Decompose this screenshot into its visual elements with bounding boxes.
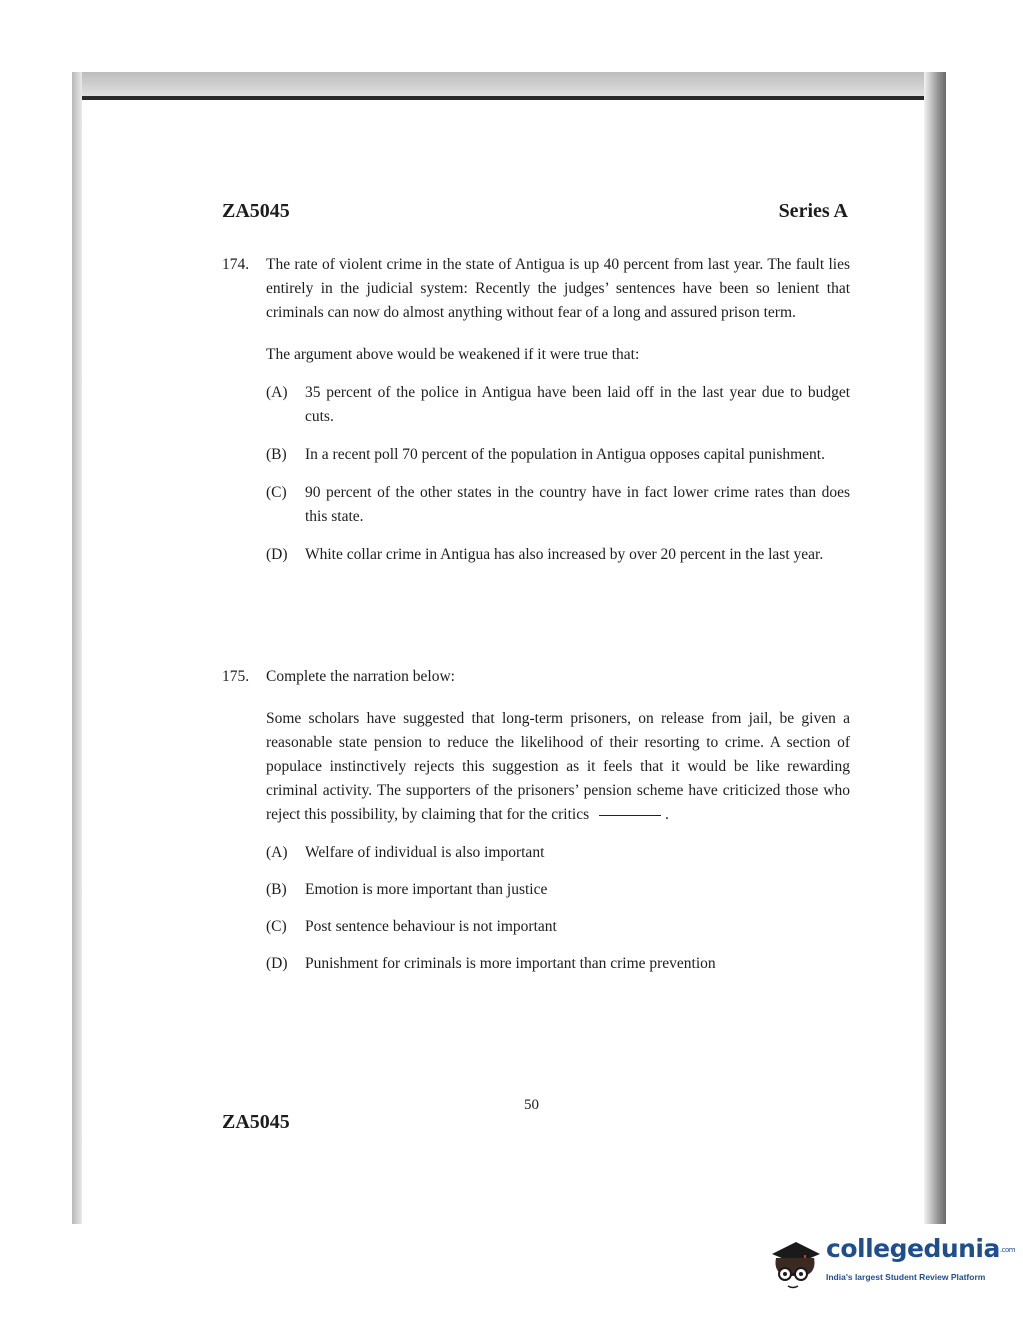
option-letter: (B) bbox=[266, 446, 287, 463]
logo-tagline: India's largest Student Review Platform bbox=[826, 1272, 986, 1282]
question-passage: Complete the narration below: bbox=[266, 668, 455, 685]
scan-edge-left bbox=[72, 72, 82, 1224]
option-text: In a recent poll 70 percent of the population in Antigua opposes capital punishment. bbox=[305, 446, 825, 463]
option-c[interactable] bbox=[266, 915, 850, 939]
option-c[interactable] bbox=[266, 481, 850, 529]
question-174 bbox=[222, 253, 850, 567]
option-d[interactable] bbox=[266, 952, 850, 976]
option-letter: (C) bbox=[266, 918, 287, 935]
prompt-text: Some scholars have suggested that long-term prisoners, on release from jail, be given a reasonable state pension to reduce the likelihood of their resorting to crime. A section of populace instinctively rejects this suggestion as it feels that it would be like rewarding criminal activity. The supporters of the prisoners’ pension scheme have criticized those who reject this possibility, by claiming that for the critics bbox=[266, 710, 850, 823]
question-passage: The rate of violent crime in the state of Antigua is up 40 percent from last year. The fault lies entirely in the judicial system: Recently the judges’ sentences have been so lenient that criminals can now do almost anything without fear of a long and assured prison term. bbox=[266, 256, 850, 321]
option-letter: (A) bbox=[266, 384, 288, 401]
option-text: Emotion is more important than justice bbox=[305, 881, 548, 898]
question-number: 175. bbox=[222, 668, 250, 685]
header-paper-code: ZA5045 bbox=[222, 200, 290, 222]
scan-edge-right bbox=[924, 72, 946, 1224]
option-letter: (C) bbox=[266, 484, 287, 501]
option-text: Welfare of individual is also important bbox=[305, 844, 545, 861]
option-b[interactable] bbox=[266, 443, 850, 467]
option-a[interactable] bbox=[266, 841, 850, 865]
option-text: 35 percent of the police in Antigua have been laid off in the last year due to budget cuts. bbox=[305, 384, 850, 425]
footer-paper-code: ZA5045 bbox=[222, 1111, 290, 1133]
question-175 bbox=[222, 665, 850, 976]
option-text: Post sentence behaviour is not important bbox=[305, 918, 557, 935]
question-number: 174. bbox=[222, 256, 250, 273]
option-d[interactable] bbox=[266, 543, 850, 567]
collegedunia-logo bbox=[766, 1224, 1016, 1296]
question-prompt: The argument above would be weakened if it were true that: bbox=[266, 346, 640, 363]
option-text: White collar crime in Antigua has also increased by over 20 percent in the last year. bbox=[305, 546, 824, 563]
option-letter: (A) bbox=[266, 844, 288, 861]
logo-wordmark: collegedunia.com bbox=[826, 1234, 1016, 1263]
option-text: 90 percent of the other states in the country have in fact lower crime rates than does this state. bbox=[305, 484, 850, 525]
option-letter: (B) bbox=[266, 881, 287, 898]
question-prompt bbox=[266, 707, 850, 827]
option-b[interactable] bbox=[266, 878, 850, 902]
page-number: 50 bbox=[524, 1097, 539, 1113]
header-series: Series A bbox=[778, 200, 848, 222]
answer-blank bbox=[599, 815, 661, 816]
option-a[interactable] bbox=[266, 381, 850, 429]
option-text: Punishment for criminals is more important than crime prevention bbox=[305, 955, 716, 972]
option-letter: (D) bbox=[266, 955, 288, 972]
option-letter: (D) bbox=[266, 546, 288, 563]
prompt-end: . bbox=[665, 806, 669, 823]
mascot-icon bbox=[766, 1224, 822, 1296]
